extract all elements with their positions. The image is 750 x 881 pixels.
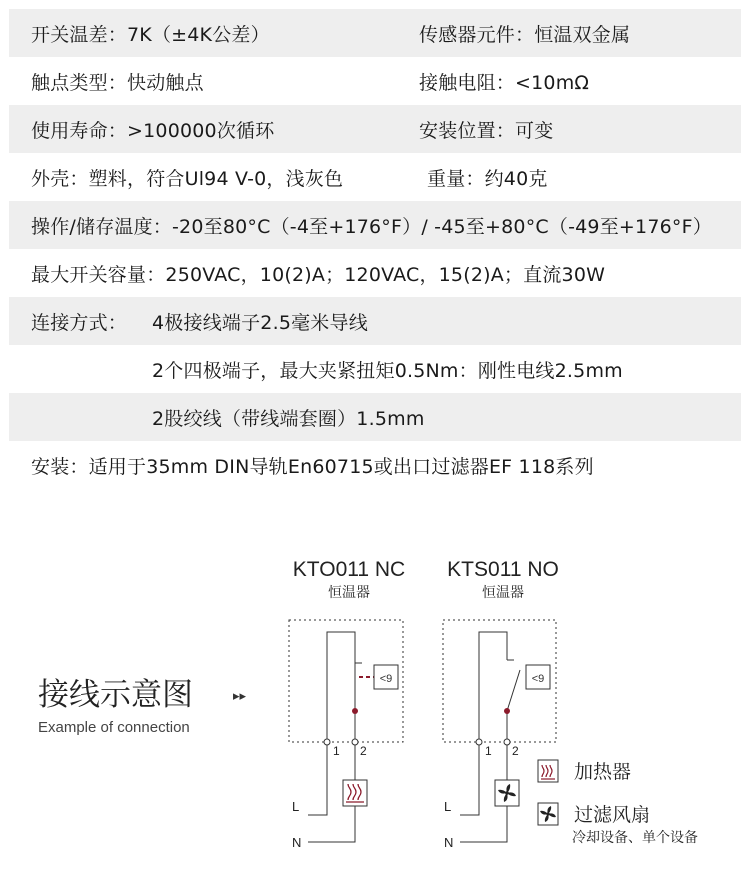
wire-right-internal	[479, 632, 507, 742]
spec-row	[9, 153, 741, 201]
spec-row	[9, 249, 741, 297]
label-n-right: N	[444, 835, 454, 850]
pivot-right	[504, 708, 510, 714]
wire-n-left	[308, 806, 355, 842]
terminal-label-right-2: 2	[512, 744, 519, 758]
spec-temperature: 操作/储存温度：-20至80°C（-4至+176°F）/ -45至+80°C（-49至+176°F）	[31, 215, 712, 238]
pivot-left	[352, 708, 358, 714]
wire-l-right	[460, 745, 479, 815]
wiring-left	[308, 745, 367, 842]
wire-n-right	[460, 806, 507, 842]
sensor-symbol-left: <9	[379, 673, 393, 685]
spec-row	[9, 297, 741, 345]
spec-contact-type: 触点类型：快动触点	[31, 71, 204, 94]
model-right: KTS011 NO	[447, 558, 559, 581]
spec-lifetime: 使用寿命：>100000次循环	[31, 119, 275, 142]
spec-switch-diff: 开关温差：7K（±4K公差）	[31, 23, 270, 46]
spec-connection-1: 4极接线端子2.5毫米导线	[152, 311, 368, 334]
legend-fan-icon	[540, 806, 556, 822]
label-l-left: L	[292, 799, 300, 814]
spec-weight: 重量：约40克	[427, 167, 548, 190]
terminal-label-right-1: 1	[485, 744, 492, 758]
spec-row	[9, 105, 741, 153]
spec-sensor: 传感器元件：恒温双金属	[419, 23, 631, 46]
heater-icon	[346, 784, 364, 802]
arrow-icon: ▸▸	[233, 688, 247, 703]
spec-housing: 外壳：塑料，符合Ul94 V-0，浅灰色	[31, 167, 344, 190]
terminal-left-2	[352, 739, 358, 745]
spec-connection-3: 2股绞线（带线端套圈）1.5mm	[152, 407, 425, 430]
spec-row	[9, 345, 741, 393]
contact-right	[507, 670, 520, 711]
spec-row	[9, 57, 741, 105]
wire-left-internal	[327, 632, 355, 742]
spec-mount-position: 安装位置：可变	[419, 119, 554, 142]
diagram-subtitle: Example of connection	[38, 719, 190, 736]
terminal-left-1	[324, 739, 330, 745]
spec-connection-2: 2个四极端子，最大夹紧扭矩0.5Nm：刚性电线2.5mm	[152, 359, 623, 382]
spec-row	[9, 393, 741, 441]
spec-contact-resistance: 接触电阻：<10mΩ	[419, 71, 590, 94]
terminal-label-left-2: 2	[360, 744, 367, 758]
spec-switch-capacity: 最大开关容量：250VAC，10(2)A；120VAC，15(2)A；直流30W	[31, 263, 606, 286]
legend-fan-sublabel: 冷却设备、单个设备	[572, 829, 698, 845]
legend-fan-label: 过滤风扇	[574, 805, 651, 826]
type-left: 恒温器	[328, 584, 370, 600]
label-n-left: N	[292, 835, 302, 850]
spec-row	[9, 201, 741, 249]
wire-l-left	[308, 745, 327, 815]
diagram-title: 接线示意图	[38, 677, 193, 712]
terminal-right-2	[504, 739, 510, 745]
terminal-right-1	[476, 739, 482, 745]
spec-installation: 安装：适用于35mm DIN导轨En60715或出口过滤器EF 118系列	[31, 455, 594, 478]
fan-icon	[498, 784, 516, 802]
wiring-diagram	[0, 540, 750, 881]
spec-connection-label: 连接方式：	[31, 311, 128, 334]
sensor-symbol-right: <9	[531, 673, 545, 685]
label-l-right: L	[444, 799, 452, 814]
model-left: KTO011 NC	[292, 558, 406, 581]
legend-heater-label: 加热器	[574, 762, 632, 783]
terminal-label-left-1: 1	[333, 744, 340, 758]
type-right: 恒温器	[482, 584, 524, 600]
spec-row	[9, 9, 741, 57]
spec-row	[9, 441, 741, 489]
spec-table	[9, 9, 741, 489]
legend-heater-icon	[541, 765, 555, 779]
